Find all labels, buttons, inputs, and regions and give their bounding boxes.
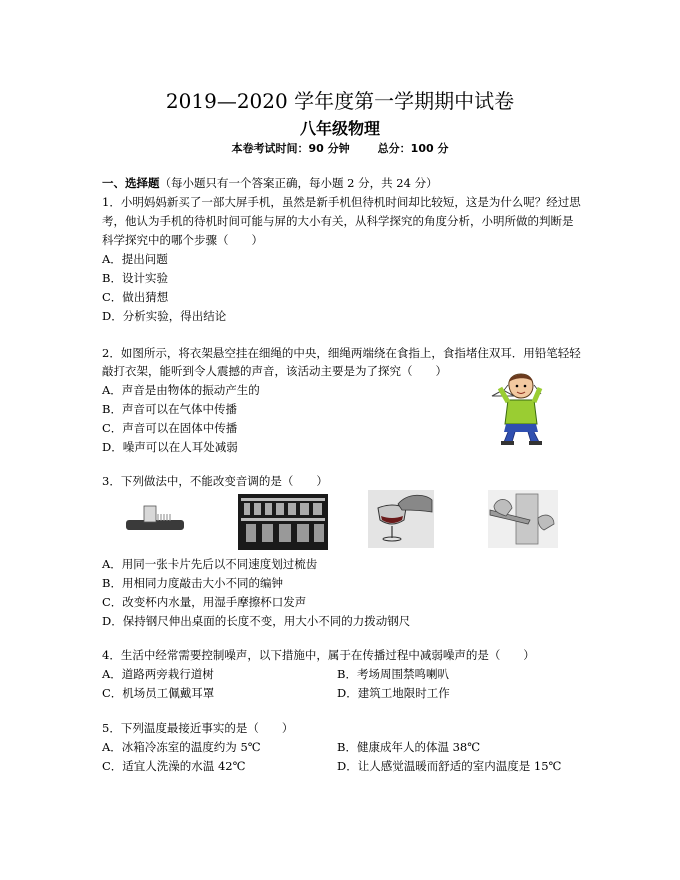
q5-option-d: D．让人感觉温暖而舒适的室内温度是 15℃ bbox=[337, 759, 562, 773]
section-heading bbox=[102, 174, 438, 192]
exam-subtitle: 八年级物理 bbox=[299, 119, 380, 138]
section-title: 一、选择题 bbox=[102, 176, 160, 190]
q2-option-a: A．声音是由物体的振动产生的 bbox=[102, 383, 260, 397]
exam-score: 总分：100 分 bbox=[377, 142, 449, 155]
q4-option-b: B．考场周围禁鸣喇叭 bbox=[337, 667, 449, 681]
q2-option-b: B．声音可以在气体中传播 bbox=[102, 402, 237, 416]
q2-line-1: 2．如图所示，将衣架悬空挂在细绳的中央，细绳两端绕在食指上，食指堵住双耳．用铅笔轻轻 bbox=[102, 346, 581, 360]
q1-line-3: 科学探究中的哪个步骤（ ） bbox=[102, 233, 263, 247]
q1-line-2: 考，他认为手机的待机时间可能与屏的大小有关，从科学探究的角度分析，小明所做的判断是 bbox=[102, 214, 574, 228]
q3-option-b: B．用相同力度敲击大小不同的编钟 bbox=[102, 576, 283, 590]
boy-with-hanger-illustration bbox=[488, 368, 554, 448]
q4-option-a: A．道路两旁栽行道树 bbox=[102, 667, 214, 681]
q4-option-c: C．机场员工佩戴耳罩 bbox=[102, 686, 215, 700]
q5-stem: 5．下列温度最接近事实的是（ ） bbox=[102, 721, 294, 735]
q1-option-a: A．提出问题 bbox=[102, 252, 168, 266]
comb-illustration bbox=[120, 500, 190, 540]
q2-option-c: C．声音可以在固体中传播 bbox=[102, 421, 238, 435]
bianzhong-bells-illustration bbox=[238, 494, 328, 550]
q5-option-c: C．适宜人洗澡的水温 42℃ bbox=[102, 759, 246, 773]
q4-option-d: D．建筑工地限时工作 bbox=[337, 686, 450, 700]
q2-option-d: D．噪声可以在人耳处减弱 bbox=[102, 440, 238, 454]
q5-option-b: B．健康成年人的体温 38℃ bbox=[337, 740, 481, 754]
q1-option-c: C．做出猜想 bbox=[102, 290, 169, 304]
q3-option-c: C．改变杯内水量，用湿手摩擦杯口发声 bbox=[102, 595, 307, 609]
exam-meta bbox=[0, 140, 680, 156]
q3-stem: 3．下列做法中，不能改变音调的是（ ） bbox=[102, 474, 328, 488]
q3-option-d: D．保持钢尺伸出桌面的长度不变，用大小不同的力拨动钢尺 bbox=[102, 614, 411, 628]
exam-title: 2019—2020 学年度第一学期期中试卷 bbox=[165, 89, 515, 113]
q3-option-a: A．用同一张卡片先后以不同速度划过梳齿 bbox=[102, 557, 318, 571]
q1-option-d: D．分析实验，得出结论 bbox=[102, 309, 227, 323]
q1-option-b: B．设计实验 bbox=[102, 271, 168, 285]
exam-time: 本卷考试时间：90 分钟 bbox=[231, 142, 350, 155]
q5-option-a: A．冰箱冷冻室的温度约为 5℃ bbox=[102, 740, 261, 754]
section-note: （每小题只有一个答案正确，每小题 2 分，共 24 分） bbox=[159, 176, 438, 190]
wine-glass-illustration bbox=[368, 490, 434, 548]
q1-line-1: 1．小明妈妈新买了一部大屏手机，虽然是新手机但待机时间却比较短，这是为什么呢？经过思 bbox=[102, 195, 581, 209]
q4-stem: 4．生活中经常需要控制噪声，以下措施中，属于在传播过程中减弱噪声的是（ ） bbox=[102, 648, 535, 662]
steel-ruler-illustration bbox=[488, 490, 558, 548]
q2-line-2: 敲打衣架，能听到令人震撼的声音，该活动主要是为了探究（ ） bbox=[102, 364, 447, 378]
